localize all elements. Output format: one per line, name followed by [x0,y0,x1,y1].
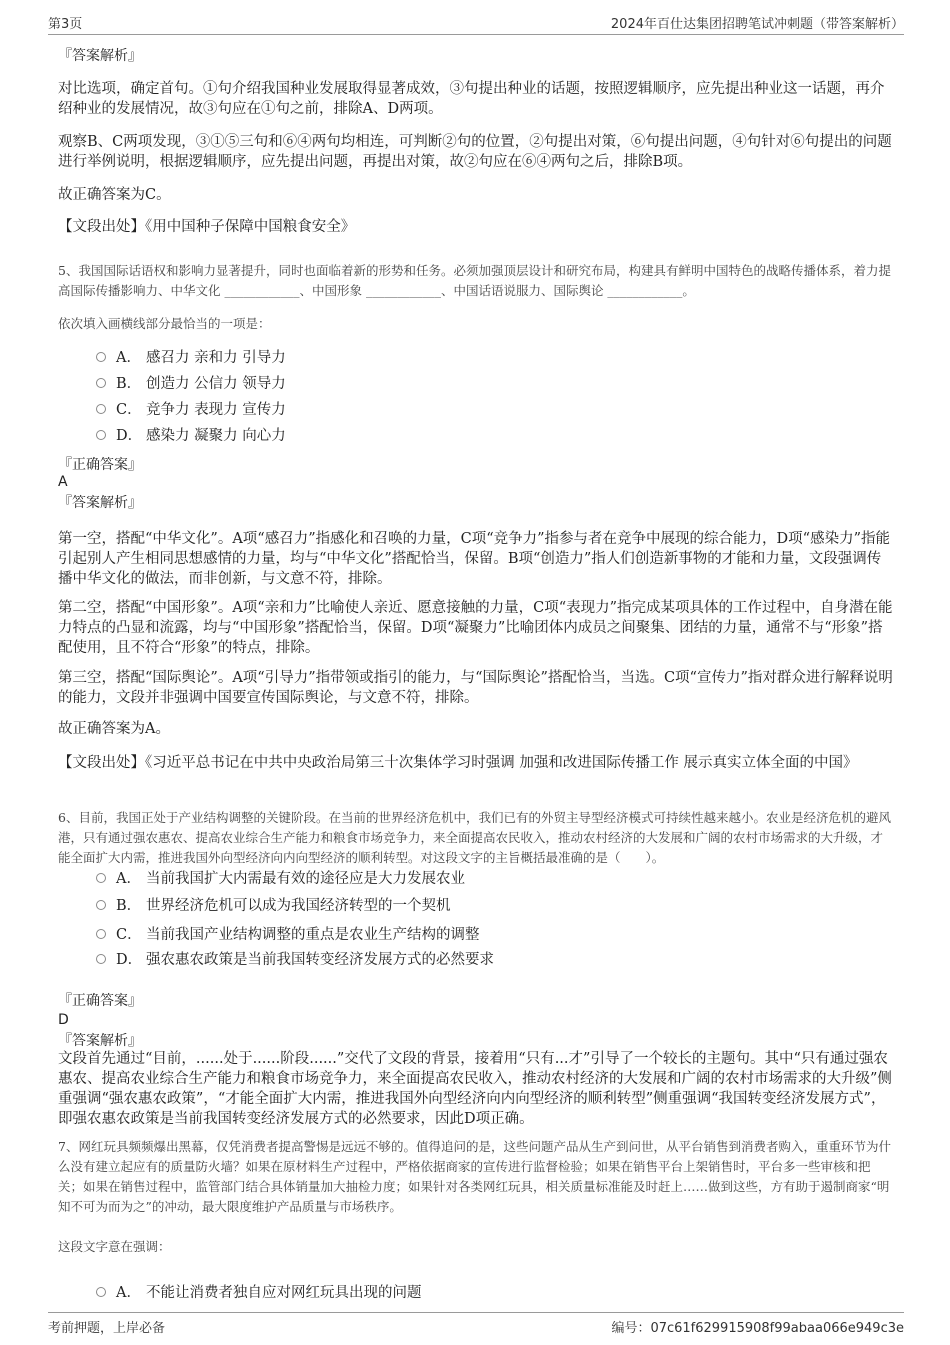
radio-icon[interactable] [96,1287,106,1297]
q6-option-d[interactable]: D． 强农惠农政策是当前我国转变经济发展方式的必然要求 [96,950,494,970]
q6-analysis-label: 『答案解析』 [58,1033,142,1049]
radio-icon[interactable] [96,404,106,414]
q4-analysis-paragraph-1: 对比选项，确定首句。①句介绍我国种业发展取得显著成效，③句提出种业的话题，按照逻辑顺序，应先提出种业这一话题，再介绍种业的发展情况，故③句应在①句之前，排除A、D两项。 [58,81,885,117]
q7-stem: 7、网红玩具频频爆出黑幕，仅凭消费者提高警惕是远远不够的。值得追问的是，这些问题产品从生产到问世，从平台销售到消费者购入，重重环节为什么没有建立起应有的质量防火墙？如果在原材料生产过程中，严格依据商家的宣传进行监督检验；如果在销售平台上架销售时，平台多一些审核和把关；如果在销售过程中，监管部门结合具体销量加大抽检力度；如果针对各类网红玩具，相关质量标准能及时赶上……做到这些，方有助于遏制商家“明知不可为而为之”的冲动，最大限度维护产品质量与市场秩序。 [58,1139,891,1214]
q6-option-b[interactable]: B． 世界经济危机可以成为我国经济转型的一个契机 [96,896,451,916]
q5-answer-label: 『正确答案』 [58,457,142,473]
q5-analysis-paragraph-3: 第三空，搭配“国际舆论”。A项“引导力”指带领或指引的能力，与“国际舆论”搭配恰当，当选。C项“宣传力”指对群众进行解释说明的能力，文段并非强调中国要宣传国际舆论，与文意不符，排除。 [58,670,893,706]
q6-analysis: 文段首先通过“目前，......处于......阶段......”交代了文段的背景，接着用“只有...才”引导了一个较长的主题句。其中“只有通过强农惠农、提高农业综合生产能力和粮食市场竞争力，来全面提高农民收入，推动农村经济的大发展和广阔的农村市场需求的大升级”侧重强调“强农惠农政策”，“才能全面扩大内需，推进我国外向型经济向内向型经济的顺利转型”侧重强调“我国转变经济发展方式”，即强农惠农政策是当前我国转变经济发展方式的必然要求，因此D项正确。 [58,1051,892,1127]
q6-answer: D [58,1012,69,1028]
q5-option-a[interactable]: A． 感召力 亲和力 引导力 [96,348,286,368]
document-id: 编号：07c61f629915908f99abaa066e949c3e [611,1321,904,1336]
q4-analysis-conclusion: 故正确答案为C。 [58,187,171,203]
footer-slogan: 考前押题，上岸必备 [48,1321,166,1336]
q5-prompt: 依次填入画横线部分最恰当的一项是： [58,316,271,331]
q5-option-d[interactable]: D． 感染力 凝聚力 向心力 [96,426,286,446]
q5-analysis-label: 『答案解析』 [58,495,142,511]
q5-stem: 5、我国国际话语权和影响力显著提升，同时也面临着新的形势和任务。必须加强顶层设计和研究布局，构建具有鲜明中国特色的战略传播体系，着力提高国际传播影响力、中华文化 ____________、中国形象 ____________、中国话语说服力、国际舆论 ____________。 [58,263,891,298]
page-header [48,10,904,35]
q6-answer-label: 『正确答案』 [58,993,142,1009]
q5-option-b[interactable]: B． 创造力 公信力 领导力 [96,374,286,394]
radio-icon[interactable] [96,378,106,388]
q4-analysis-label: 『答案解析』 [58,48,142,64]
q6-stem: 6、目前，我国正处于产业结构调整的关键阶段。在当前的世界经济危机中，我们已有的外贸主导型经济模式可持续性越来越小。农业是经济危机的避风港，只有通过强农惠农、提高农业综合生产能力和粮食市场竞争力，来全面提高农民收入，推动农村经济的大发展和广阔的农村市场需求的大升级，才能全面扩大内需，推进我国外向型经济向内向型经济的顺利转型。对这段文字的主旨概括最准确的是（ ）。 [58,810,891,865]
q7-option-a[interactable]: A． 不能让消费者独自应对网红玩具出现的问题 [96,1283,422,1303]
q5-source: 【文段出处】《习近平总书记在中共中央政治局第三十次集体学习时强调 加强和改进国际传播工作 展示真实立体全面的中国》 [58,755,858,771]
radio-icon[interactable] [96,430,106,440]
q5-analysis-paragraph-2: 第二空，搭配“中国形象”。A项“亲和力”比喻使人亲近、愿意接触的力量，C项“表现力”指完成某项具体的工作过程中，自身潜在能力特点的凸显和流露，均与“中国形象”搭配恰当，保留。D项“凝聚力”比喻团体内成员之间聚集、团结的力量，通常不与“形象”搭配使用，且不符合“形象”的特点，排除。 [58,600,893,656]
q5-option-c[interactable]: C． 竞争力 表现力 宣传力 [96,400,286,420]
document-title: 2024年百仕达集团招聘笔试冲刺题（带答案解析） [610,17,904,32]
page-number: 第3页 [48,17,83,32]
q4-source: 【文段出处】《用中国种子保障中国粮食安全》 [58,219,356,235]
q5-answer: A [58,474,68,490]
radio-icon[interactable] [96,929,106,939]
radio-icon[interactable] [96,900,106,910]
q5-analysis-paragraph-1: 第一空，搭配“中华文化”。A项“感召力”指感化和召唤的力量，C项“竞争力”指参与者在竞争中展现的综合能力，D项“感染力”指能引起别人产生相同思想感情的力量，均与“中华文化”搭配恰当，保留。B项“创造力”指人们创造新事物的才能和力量，文段强调传播中华文化的做法，而非创新，与文意不符，排除。 [58,531,890,587]
q6-option-a[interactable]: A． 当前我国扩大内需最有效的途径应是大力发展农业 [96,869,465,889]
radio-icon[interactable] [96,954,106,964]
q7-prompt: 这段文字意在强调： [58,1239,171,1254]
q6-option-c[interactable]: C． 当前我国产业结构调整的重点是农业生产结构的调整 [96,925,480,945]
q5-analysis-conclusion: 故正确答案为A。 [58,721,170,737]
radio-icon[interactable] [96,873,106,883]
radio-icon[interactable] [96,352,106,362]
q4-analysis-paragraph-2: 观察B、C两项发现，③①⑤三句和⑥④两句均相连，可判断②句的位置，②句提出对策，⑥句提出问题，④句针对⑥句提出的问题进行举例说明，根据逻辑顺序，应先提出问题，再提出对策，故②句应在⑥④两句之后，排除B项。 [58,134,892,170]
page-footer [48,1312,904,1337]
